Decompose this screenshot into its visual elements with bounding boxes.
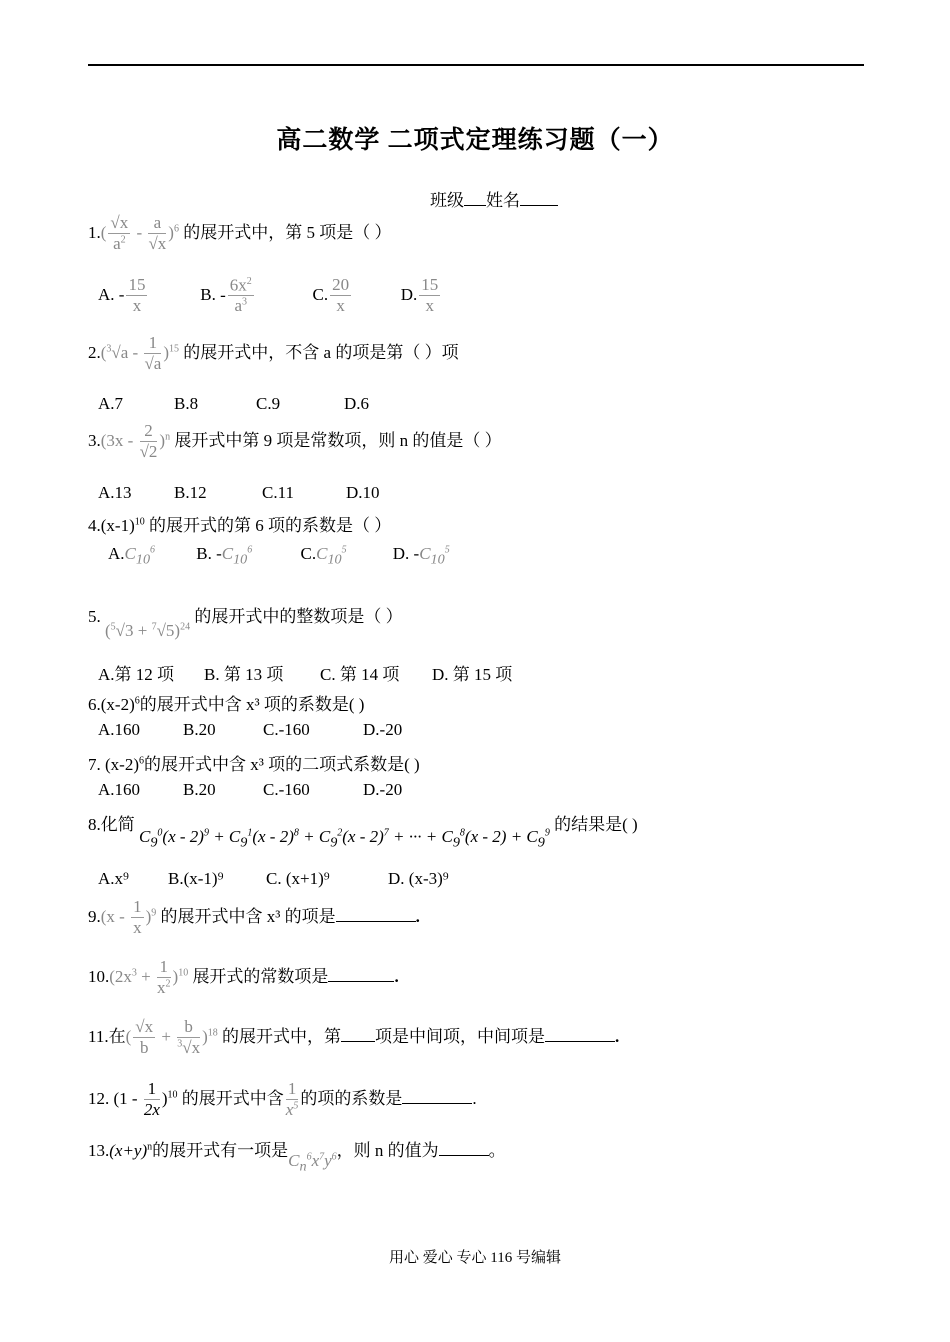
- exponent: n: [147, 1141, 153, 1153]
- option-a[interactable]: A.160: [98, 780, 141, 799]
- answer-blank[interactable]: [439, 1141, 489, 1156]
- option-d[interactable]: D. $-C_{10}^5$: [392, 544, 450, 568]
- question-8: [88, 810, 638, 851]
- question-number: 13.: [88, 1141, 110, 1160]
- question-stem: 的展开式中含 x³ 项的系数是( ): [139, 695, 365, 714]
- option-b[interactable]: B. - $\frac{6x^2}{a^3}$: [200, 275, 252, 316]
- options-8: [98, 869, 449, 889]
- exponent: 6: [134, 695, 140, 707]
- option-b[interactable]: B.12: [174, 483, 207, 502]
- option-b[interactable]: B. $-C_{10}^6$: [196, 544, 253, 568]
- question-3: [88, 422, 502, 462]
- question-6: [88, 690, 364, 715]
- question-number: 1.: [88, 222, 101, 242]
- question-stem: 的展开式中，第 5 项是（ ）: [183, 222, 392, 242]
- question-4: [88, 511, 391, 536]
- option-c[interactable]: $C.C_{10}^5$: [300, 544, 347, 568]
- question-stem-2: 的项的系数是: [300, 1088, 403, 1108]
- options-4: [108, 544, 450, 568]
- formula: $C_9^0(x - 2)^9 + C_9^1(x - 2)^8 + C_9^2(x - 2)^7$ + ··· + $C_9^8(x - 2) + C_9^9$: [139, 827, 550, 851]
- question-stem: 的展开式中，不含 a 的项是第（ ）项: [183, 342, 459, 362]
- options-3: [98, 483, 380, 503]
- option-c[interactable]: C. $\frac{20}{x}$: [312, 275, 350, 316]
- class-blank[interactable]: [464, 191, 486, 206]
- header-rule: [88, 64, 864, 66]
- formula: ($^3$√a - $\frac{1}{√a}$ )$^{15}$: [100, 333, 180, 373]
- option-a[interactable]: A.7: [98, 394, 124, 413]
- formula: (x-1): [100, 516, 135, 535]
- question-number: 11.: [88, 1026, 109, 1046]
- option-a[interactable]: $A.C_{10}^6$: [108, 544, 156, 568]
- option-c[interactable]: C.9: [256, 394, 281, 413]
- question-13: [88, 1136, 506, 1175]
- question-5: [88, 602, 403, 640]
- question-stem: 的展开式中含 x³ 的项是: [160, 906, 336, 926]
- question-stem-2: ，则 n 的值为: [336, 1141, 439, 1160]
- formula: ( $\frac{√x}{a^2}$ - $\frac{a}{√x}$ )$^6$: [100, 213, 179, 253]
- question-stem-2: 项是中间项，中间项是: [375, 1026, 545, 1046]
- formula: (x-2): [100, 695, 135, 714]
- option-c[interactable]: C. (x+1)⁹: [266, 869, 330, 888]
- formula: (x - $\frac{1}{x}$ )$^9$: [100, 897, 157, 937]
- formula: (x+y): [109, 1141, 148, 1160]
- question-prefix: 在: [108, 1026, 126, 1046]
- term-formula: $C_n^6x^7y^6$: [288, 1151, 337, 1175]
- exponent: 10: [134, 516, 145, 528]
- question-number: 6.: [88, 695, 101, 714]
- question-number: 2.: [88, 342, 101, 362]
- question-stem: 的展开式中，第: [222, 1026, 341, 1046]
- question-number: 9.: [88, 906, 101, 926]
- question-11: 11.在( $\frac{√x}{b}$ + $\frac{b}{^3√x}$ )$^{18}$ 的展开式中，第 项是中间项，中间项是 .: [88, 1017, 620, 1057]
- question-number: 3.: [88, 430, 101, 450]
- option-a[interactable]: A.x⁹: [98, 869, 129, 888]
- options-5: [98, 660, 512, 685]
- option-b[interactable]: B. 第 13 项: [204, 665, 284, 684]
- question-number: 7.: [88, 755, 101, 774]
- answer-blank[interactable]: [402, 1089, 472, 1104]
- option-c[interactable]: C.-160: [263, 780, 310, 799]
- page-footer: 用心 爱心 专心 116 号编辑: [389, 1250, 561, 1266]
- formula: (1 - $\frac{1}{2x}$ )$^{10}$: [113, 1079, 178, 1119]
- page-title: 高二数学 二项式定理练习题（一）: [276, 127, 674, 154]
- option-d[interactable]: D. $\frac{15}{x}$: [400, 275, 439, 316]
- option-c[interactable]: C.-160: [263, 720, 310, 739]
- question-stem: 的结果是( ): [554, 815, 638, 834]
- option-b[interactable]: B.20: [183, 720, 216, 739]
- option-d[interactable]: D.-20: [363, 780, 403, 799]
- option-b[interactable]: B.20: [183, 780, 216, 799]
- question-stem: 的展开式中的整数项是（ ）: [194, 607, 403, 626]
- exponent: 6: [138, 755, 144, 767]
- question-number: 12.: [88, 1088, 110, 1108]
- question-stem: 的展开式的第 6 项的系数是（ ）: [148, 516, 392, 535]
- option-b[interactable]: B.(x-1)⁹: [168, 869, 224, 888]
- option-b[interactable]: B.8: [174, 394, 199, 413]
- question-2: [88, 334, 459, 374]
- sentence-end: 。: [488, 1141, 506, 1160]
- answer-blank[interactable]: [328, 967, 394, 982]
- name-label: 姓名: [486, 191, 520, 210]
- option-d[interactable]: D. (x-3)⁹: [388, 869, 449, 888]
- option-a[interactable]: A.160: [98, 720, 141, 739]
- name-blank[interactable]: [520, 191, 558, 206]
- question-number: 5.: [88, 607, 101, 626]
- option-d[interactable]: D. 第 15 项: [432, 665, 513, 684]
- options-1: [98, 276, 442, 317]
- formula: $(^5√3 + ^7√5)^{24}$: [105, 621, 191, 640]
- formula: (3x - $\frac{2}{√2}$ )$^n$: [100, 421, 171, 461]
- option-c[interactable]: C. 第 14 项: [320, 665, 400, 684]
- formula: ( $\frac{√x}{b}$ + $\frac{b}{^3√x}$ )$^{18}$: [125, 1017, 218, 1057]
- question-9: 9.(x - $\frac{1}{x}$ )$^9$ 的展开式中含 x³ 的项是 .: [88, 897, 420, 937]
- answer-blank-2[interactable]: [545, 1027, 615, 1042]
- option-d[interactable]: D.6: [344, 394, 370, 413]
- question-stem: 展开式的常数项是: [192, 966, 329, 986]
- options-6: [98, 720, 402, 740]
- option-d[interactable]: D.10: [346, 483, 380, 502]
- class-name-line: [430, 186, 558, 211]
- class-label: 班级: [430, 191, 464, 210]
- formula: ($2x^3$ + $\frac{1}{x^2}$ )$^{10}$: [109, 957, 189, 997]
- answer-blank-1[interactable]: [341, 1027, 375, 1042]
- question-stem: 的展开式有一项是: [152, 1141, 289, 1160]
- formula: (x-2): [105, 755, 139, 774]
- options-7: [98, 780, 402, 800]
- option-a[interactable]: A.第 12 项: [98, 665, 175, 684]
- option-c[interactable]: C.11: [262, 483, 294, 502]
- option-d[interactable]: D.-20: [363, 720, 403, 739]
- question-7: [88, 750, 420, 775]
- question-number: 10.: [88, 966, 110, 986]
- question-12: 12. (1 - $\frac{1}{2x}$ )$^{10}$ 的展开式中含 $\frac{1}{x^5}$ 的项的系数是 .: [88, 1079, 477, 1119]
- question-stem: 的展开式中含 x³ 项的二项式系数是( ): [143, 755, 420, 774]
- question-stem: 的展开式中含: [181, 1088, 284, 1108]
- question-number: 4.: [88, 516, 101, 535]
- option-a[interactable]: A. - $\frac{15}{x}$: [98, 275, 146, 316]
- options-2: [98, 394, 369, 414]
- question-number: 8.: [88, 815, 101, 834]
- question-1: [88, 214, 391, 254]
- question-prefix: 化简: [100, 815, 135, 834]
- answer-blank[interactable]: [336, 907, 416, 922]
- question-10: $10.(2x^3$ + $\frac{1}{x^2}$ )$^{10}$ 展开式的常数项是 .: [88, 957, 399, 997]
- option-a[interactable]: A.13: [98, 483, 132, 502]
- question-stem: 展开式中第 9 项是常数项，则 n 的值是（ ）: [174, 430, 502, 450]
